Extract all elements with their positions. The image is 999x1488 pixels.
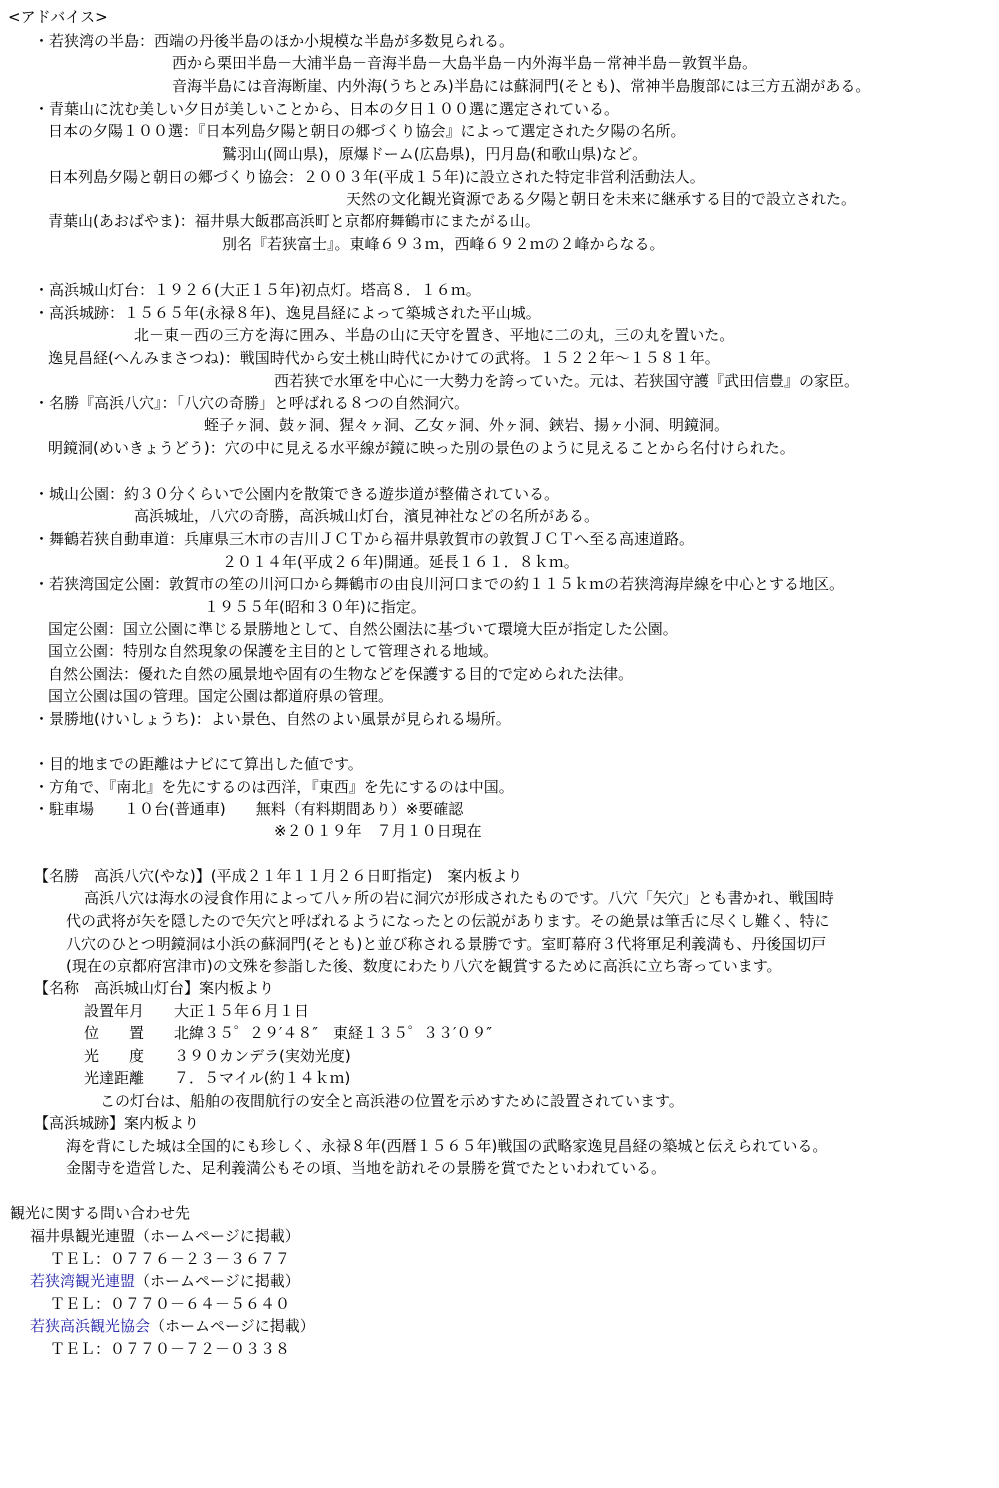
yana-signboard-line: (現在の京都府宮津市)の文殊を参詣した後、数度にわたり八穴を観賞するために高浜に立ち寄っています。 — [66, 957, 782, 975]
lighthouse-purpose: この灯台は、船舶の夜間航行の安全と高浜港の位置を示めすために設置されています。 — [100, 1092, 684, 1110]
sunset100-examples: 鷲羽山(岡山県)，原爆ドーム(広島県)，円月島(和歌山県)など。 — [222, 145, 648, 163]
castle-signboard-line: 金閣寺を造営した、足利義満公もその頃、当地を訪れその景勝を賞でたといわれている。 — [66, 1159, 667, 1177]
shiroyama-park-head: ・城山公園：約３０分くらいで公園内を散策できる遊歩道が整備されている。 — [34, 485, 560, 503]
contact-link-takahama[interactable]: 若狭高浜観光協会 — [30, 1317, 151, 1335]
contact-item — [30, 1315, 315, 1337]
contact-tel: ＴＥＬ：０７７０－７２－０３３８ — [50, 1340, 291, 1358]
sunset-association: 日本列島夕陽と朝日の郷づくり協会：２００３年(平成１５年)に設立された特定非営利活動法人。 — [48, 168, 705, 186]
lighthouse-signboard-title: 【名称 高浜城山灯台】案内板より — [34, 979, 275, 997]
direction-note: ・方角で、『南北』を先にするのは西洋，『東西』を先にするのは中国。 — [34, 778, 514, 796]
contact-item — [30, 1225, 300, 1247]
distance-note: ・目的地までの距離はナビにて算出した値です。 — [34, 755, 363, 773]
meikyo-definition: 明鏡洞(めいきょうどう)：穴の中に見える水平線が鏡に映った別の景色のように見えることから名付けられた。 — [48, 439, 795, 457]
contact-name: 福井県観光連盟 — [30, 1227, 136, 1245]
contact-item — [30, 1270, 300, 1292]
quasi-park-designation: １９５５年(昭和３０年)に指定。 — [204, 598, 426, 616]
lighthouse-note: ・高浜城山灯台：１９２６(大正１５年)初点灯。塔高８．１６ｍ。 — [34, 281, 481, 299]
sunset100-definition: 日本の夕陽１００選：『日本列島夕陽と朝日の郷づくり協会』によって選定された夕陽の名所。 — [48, 122, 686, 140]
lighthouse-spec-row: 位 置 北緯３５゜２９′４８″ 東経１３５゜３３′０９″ — [84, 1024, 493, 1042]
contact-tel: ＴＥＬ：０７７０－６４－５６４０ — [50, 1295, 291, 1313]
sunset-association-purpose: 天然の文化観光資源である夕陽と朝日を未来に継承する目的で設立された。 — [346, 190, 857, 208]
wakasa-peninsula-list: 西から栗田半島－大浦半島－音海半島－大島半島－内外海半島－常神半島－敦賀半島。 — [172, 54, 758, 72]
park-management: 国立公園は国の管理。国定公園は都道府県の管理。 — [48, 687, 394, 705]
yana-signboard-line: 高浜八穴は海水の浸食作用によって八ヶ所の岩に洞穴が形成されたものです。八穴「矢穴」とも書かれ、戦国時 — [84, 889, 834, 907]
contact-suffix: （ホームページに掲載） — [135, 1272, 300, 1290]
contact-link-wakasa-bay[interactable]: 若狭湾観光連盟 — [30, 1272, 136, 1290]
wakasa-peninsula-head: ・若狭湾の半島：西端の丹後半島のほか小規模な半島が多数見られる。 — [34, 32, 515, 50]
contacts-heading: 観光に関する問い合わせ先 — [10, 1204, 191, 1222]
natural-parks-act: 自然公園法：優れた自然の風景地や固有の生物などを保護する目的で定められた法律。 — [48, 665, 634, 683]
henmi-definition: 逸見昌経(へんみまさつね)：戦国時代から安土桃山時代にかけての武将。１５２２年～１５８１年。 — [48, 349, 720, 367]
contact-suffix: （ホームページに掲載） — [135, 1227, 300, 1245]
lighthouse-spec-row: 設置年月 大正１５年６月１日 — [84, 1002, 310, 1020]
quasi-park-head: ・若狭湾国定公園：敦賀市の笙の川河口から舞鶴市の由良川河口までの約１１５ｋｍの若狭湾海岸線を中心とする地区。 — [34, 575, 845, 593]
expressway-head: ・舞鶴若狭自動車道：兵庫県三木市の吉川ＪＣＴから福井県敦賀市の敦賀ＪＣＴへ至る高速道路。 — [34, 530, 695, 548]
henmi-detail: 西若狭で水軍を中心に一大勢力を誇っていた。元は、若狭国守護『武田信豊』の家臣。 — [274, 372, 860, 390]
lighthouse-spec-row: 光達距離 ７．５マイル(約１４ｋｍ) — [84, 1069, 351, 1087]
lighthouse-spec-row: 光 度 ３９０カンデラ(実効光度) — [84, 1047, 351, 1065]
yana-caves: 蛭子ヶ洞、鼓ヶ洞、猩々ヶ洞、乙女ヶ洞、外ヶ洞、鋏岩、揚ヶ小洞、明鏡洞。 — [204, 416, 730, 434]
aobayama-alias: 別名『若狭富士』。東峰６９３ｍ，西峰６９２ｍの２峰からなる。 — [222, 235, 665, 253]
castle-layout: 北－東－西の三方を海に囲み、半島の山に天守を置き、平地に二の丸，三の丸を置いた。 — [134, 326, 735, 344]
aobayama-head: ・青葉山に沈む美しい夕日が美しいことから、日本の夕日１００選に選定されている。 — [34, 100, 620, 118]
yana-head: ・名勝『高浜八穴』：「八穴の奇勝」と呼ばれる８つの自然洞穴。 — [34, 394, 470, 412]
advice-heading: <アドバイス> — [8, 8, 108, 26]
keishochi-definition: ・景勝地(けいしょうち)：よい景色、自然のよい風景が見られる場所。 — [34, 710, 511, 728]
castle-signboard-title: 【高浜城跡】案内板より — [34, 1114, 200, 1132]
parking-info: ・駐車場 １０台(普通車) 無料（有料期間あり）※要確認 — [34, 800, 464, 818]
yana-signboard-title: 【名勝 高浜八穴(やな)】(平成２１年１１月２６日町指定) 案内板より — [34, 867, 523, 885]
yana-signboard-line: 代の武将が矢を隠したので矢穴と呼ばれるようになったとの伝説があります。その絶景は筆舌に尽くし難く、特に — [66, 912, 830, 930]
quasi-park-definition: 国定公園：国立公園に準じる景勝地として、自然公園法に基づいて環境大臣が指定した公園。 — [48, 620, 678, 638]
aobayama-definition: 青葉山(あおばやま)：福井県大飯郡高浜町と京都府舞鶴市にまたがる山。 — [48, 212, 540, 230]
expressway-detail: ２０１４年(平成２６年)開通。延長１６１．８ｋｍ。 — [222, 553, 579, 571]
national-park-definition: 国立公園：特別な自然現象の保護を主目的として管理される地域。 — [48, 642, 499, 660]
yana-signboard-line: 八穴のひとつ明鏡洞は小浜の蘇洞門(そとも)と並び称される景勝です。室町幕府３代将軍足利義満も、丹後国切戸 — [66, 935, 827, 953]
shiroyama-park-sights: 高浜城址，八穴の奇勝，高浜城山灯台，濱見神社などの名所がある。 — [134, 507, 600, 525]
wakasa-peninsula-features: 音海半島には音海断崖、内外海(うちとみ)半島には蘇洞門(そとも)、常神半島腹部には三方五湖がある。 — [172, 77, 871, 95]
contact-tel: ＴＥＬ：０７７６－２３－３６７７ — [50, 1250, 291, 1268]
as-of-date: ※２０１９年 ７月１０日現在 — [274, 822, 482, 840]
castle-signboard-line: 海を背にした城は全国的にも珍しく、永禄８年(西暦１５６５年)戦国の武略家逸見昌経の築城と伝えられている。 — [66, 1137, 828, 1155]
contact-suffix: （ホームページに掲載） — [150, 1317, 315, 1335]
castle-head: ・高浜城跡：１５６５年(永禄８年)、逸見昌経によって築城された平山城。 — [34, 304, 541, 322]
